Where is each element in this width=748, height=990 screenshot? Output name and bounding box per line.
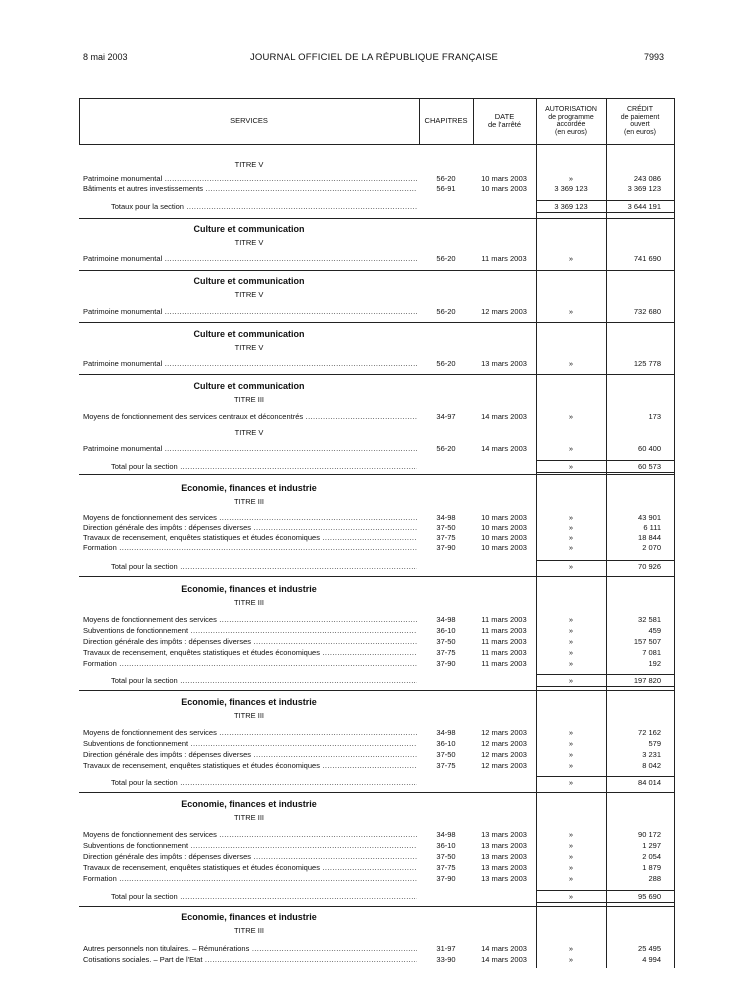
page-date: 8 mai 2003: [83, 52, 128, 62]
row-chapitre: 34-98: [436, 615, 456, 624]
table-row: [79, 727, 675, 738]
row-label: Patrimoine monumental .....: [83, 173, 417, 184]
titre-heading: TITRE V: [234, 290, 264, 299]
row-credit: 60 400: [638, 444, 661, 453]
row-credit: 8 042: [642, 761, 661, 770]
row-chapitre: 37-50: [436, 523, 456, 532]
table-row: [79, 183, 675, 194]
table-row: [79, 253, 675, 264]
table-row: [79, 873, 675, 884]
section-heading: Culture et communication: [193, 381, 305, 391]
row-label: Moyens de fonctionnement des services .....: [83, 829, 417, 840]
row-date: 13 mars 2003: [481, 852, 527, 861]
row-autorisation: »: [568, 462, 574, 471]
col-header-services: SERVICES: [230, 116, 268, 125]
row-date: 10 mars 2003: [481, 184, 527, 193]
row-label: Formation .....: [83, 542, 417, 553]
row-chapitre: 34-98: [436, 728, 456, 737]
total-row: [79, 891, 675, 902]
row-credit: 2 054: [642, 852, 661, 861]
table-row: [79, 647, 675, 658]
row-date: 12 mars 2003: [481, 750, 527, 759]
row-credit: 125 778: [633, 359, 661, 368]
total-row: [79, 561, 675, 572]
row-chapitre: 36-10: [436, 739, 456, 748]
row-autorisation: »: [568, 739, 574, 748]
row-credit: 157 507: [633, 637, 661, 646]
row-autorisation: »: [568, 615, 574, 624]
row-chapitre: 34-97: [436, 412, 456, 421]
row-chapitre: 34-98: [436, 513, 456, 522]
row-autorisation: »: [568, 778, 574, 787]
total-row: [79, 777, 675, 788]
table-row: [79, 829, 675, 840]
row-chapitre: 56-91: [436, 184, 456, 193]
table-row: [79, 862, 675, 873]
row-autorisation: 3 369 123: [554, 184, 588, 193]
section-heading: Economie, finances et industrie: [181, 912, 317, 922]
row-label: Subventions de fonctionnement .....: [83, 625, 417, 636]
row-date: 11 mars 2003: [481, 615, 527, 624]
row-autorisation: »: [568, 626, 574, 635]
row-credit: 243 086: [633, 174, 661, 183]
col-header-auth-l2: de programme: [548, 113, 594, 121]
row-autorisation: »: [568, 648, 574, 657]
row-autorisation: »: [568, 955, 574, 964]
table-row: [79, 749, 675, 760]
row-autorisation: »: [568, 444, 574, 453]
row-date: 11 mars 2003: [481, 659, 527, 668]
row-label: Total pour la section .....: [111, 561, 417, 572]
row-credit: 95 690: [638, 892, 661, 901]
row-autorisation: »: [568, 513, 574, 522]
row-chapitre: 56-20: [436, 174, 456, 183]
titre-heading: TITRE III: [234, 926, 264, 935]
titre-heading: TITRE V: [234, 160, 264, 169]
titre-heading: TITRE V: [234, 343, 264, 352]
row-credit: 173: [648, 412, 661, 421]
row-label: Moyens de fonctionnement des services centraux et déconcentrés .....: [83, 411, 417, 422]
total-row: [79, 461, 675, 472]
row-credit: 3 231: [642, 750, 661, 759]
row-label: Patrimoine monumental .....: [83, 358, 417, 369]
row-credit: 84 014: [638, 778, 661, 787]
row-chapitre: 37-50: [436, 637, 456, 646]
row-autorisation: »: [568, 254, 574, 263]
table-row: [79, 954, 675, 965]
row-date: 11 mars 2003: [481, 648, 527, 657]
col-header-auth-l1: AUTORISATION: [545, 106, 597, 113]
col-header-auth-l4: (en euros): [555, 128, 587, 136]
col-header-chapitres: CHAPITRES: [424, 116, 468, 125]
row-label: Moyens de fonctionnement des services .....: [83, 614, 417, 625]
col-header-date-l2: de l'arrêté: [487, 120, 522, 129]
row-date: 10 mars 2003: [481, 523, 527, 532]
row-chapitre: 37-50: [436, 852, 456, 861]
row-credit: 32 581: [638, 615, 661, 624]
row-label: Direction générale des impôts : dépenses diverses .....: [83, 749, 417, 760]
row-label: Subventions de fonctionnement .....: [83, 738, 417, 749]
row-chapitre: 37-90: [436, 659, 456, 668]
col-header-cred-l1: CRÉDIT: [626, 106, 654, 113]
row-autorisation: »: [568, 863, 574, 872]
table-row: [79, 443, 675, 454]
row-credit: 1 297: [642, 841, 661, 850]
row-label: Totaux pour la section .....: [111, 201, 417, 212]
row-credit: 18 844: [638, 533, 661, 542]
row-credit: 90 172: [638, 830, 661, 839]
row-date: 10 mars 2003: [481, 513, 527, 522]
row-credit: 2 070: [642, 543, 661, 552]
row-autorisation: »: [568, 359, 574, 368]
row-date: 13 mars 2003: [481, 830, 527, 839]
row-label: Autres personnels non titulaires. – Rémunérations .....: [83, 943, 417, 954]
table-row: [79, 306, 675, 317]
total-row: [79, 675, 675, 686]
table-row: [79, 358, 675, 369]
col-header-cred-l2: de paiement: [620, 113, 660, 121]
row-chapitre: 56-20: [436, 254, 456, 263]
row-chapitre: 37-75: [436, 761, 456, 770]
row-autorisation: »: [568, 676, 574, 685]
titre-heading: TITRE V: [234, 238, 264, 247]
row-date: 14 mars 2003: [481, 412, 527, 421]
row-credit: 43 901: [638, 513, 661, 522]
row-autorisation: »: [568, 728, 574, 737]
col-header-date-l1: DATE: [494, 112, 515, 121]
row-credit: 7 081: [642, 648, 661, 657]
table-body: [79, 98, 675, 968]
row-date: 13 mars 2003: [481, 874, 527, 883]
row-label: Subventions de fonctionnement .....: [83, 840, 417, 851]
row-autorisation: »: [568, 874, 574, 883]
journal-title: JOURNAL OFFICIEL DE LA RÉPUBLIQUE FRANÇAISE: [249, 52, 499, 63]
col-header-cred-l3: ouvert: [630, 121, 650, 129]
row-autorisation: »: [568, 412, 574, 421]
row-credit: 197 820: [633, 676, 661, 685]
row-label: Direction générale des impôts : dépenses diverses .....: [83, 522, 417, 533]
section-heading: Economie, finances et industrie: [181, 483, 317, 493]
row-label: Patrimoine monumental .....: [83, 253, 417, 264]
row-date: 13 mars 2003: [481, 863, 527, 872]
section-heading: Culture et communication: [193, 329, 305, 339]
row-label: Total pour la section .....: [111, 891, 417, 902]
row-chapitre: 37-75: [436, 533, 456, 542]
row-credit: 3 369 123: [627, 184, 661, 193]
row-autorisation: 3 369 123: [554, 202, 588, 211]
titre-heading: TITRE III: [234, 395, 264, 404]
section-heading: Culture et communication: [193, 224, 305, 234]
row-label: Travaux de recensement, enquêtes statistiques et études économiques .....: [83, 647, 417, 658]
row-label: Total pour la section .....: [111, 675, 417, 686]
row-autorisation: »: [568, 543, 574, 552]
row-autorisation: »: [568, 659, 574, 668]
row-chapitre: 36-10: [436, 626, 456, 635]
col-header-auth-l3: accordée: [556, 121, 586, 129]
row-label: Bâtiments et autres investissements .....: [83, 183, 417, 194]
row-autorisation: »: [568, 174, 574, 183]
row-credit: 288: [648, 874, 661, 883]
row-autorisation: »: [568, 944, 574, 953]
row-chapitre: 34-98: [436, 830, 456, 839]
row-autorisation: »: [568, 562, 574, 571]
titre-heading: TITRE III: [234, 497, 264, 506]
row-chapitre: 36-10: [436, 841, 456, 850]
row-date: 13 mars 2003: [481, 359, 527, 368]
row-chapitre: 37-75: [436, 648, 456, 657]
row-chapitre: 56-20: [436, 444, 456, 453]
row-credit: 6 111: [643, 523, 661, 532]
row-chapitre: 33-90: [436, 955, 456, 964]
row-credit: 579: [648, 739, 661, 748]
row-autorisation: »: [568, 830, 574, 839]
row-date: 14 mars 2003: [481, 955, 527, 964]
titre-heading: TITRE III: [234, 813, 264, 822]
table-row: [79, 625, 675, 636]
table-row: [79, 738, 675, 749]
row-date: 12 mars 2003: [481, 761, 527, 770]
page-number: 7993: [643, 52, 664, 62]
row-credit: 70 926: [638, 562, 661, 571]
row-label: Direction générale des impôts : dépenses diverses .....: [83, 851, 417, 862]
row-label: Formation .....: [83, 658, 417, 669]
table-row: [79, 542, 675, 553]
row-date: 11 mars 2003: [481, 626, 527, 635]
row-chapitre: 56-20: [436, 307, 456, 316]
row-label: Total pour la section .....: [111, 461, 417, 472]
row-chapitre: 37-75: [436, 863, 456, 872]
table-row: [79, 614, 675, 625]
table-row: [79, 636, 675, 647]
row-chapitre: 56-20: [436, 359, 456, 368]
col-header-cred-l4: (en euros): [624, 128, 656, 136]
titre-heading: TITRE III: [234, 598, 264, 607]
row-label: Direction générale des impôts : dépenses diverses .....: [83, 636, 417, 647]
row-credit: 732 680: [633, 307, 661, 316]
row-autorisation: »: [568, 841, 574, 850]
row-autorisation: »: [568, 307, 574, 316]
row-label: Travaux de recensement, enquêtes statistiques et études économiques .....: [83, 760, 417, 771]
row-label: Cotisations sociales. – Part de l'Etat .....: [83, 954, 417, 965]
row-label: Moyens de fonctionnement des services .....: [83, 727, 417, 738]
row-autorisation: »: [568, 761, 574, 770]
row-label: Patrimoine monumental .....: [83, 443, 417, 454]
row-credit: 60 573: [638, 462, 661, 471]
table-row: [79, 851, 675, 862]
section-heading: Culture et communication: [193, 276, 305, 286]
table-row: [79, 760, 675, 771]
row-date: 14 mars 2003: [481, 944, 527, 953]
total-row: [79, 201, 675, 212]
row-date: 10 mars 2003: [481, 533, 527, 542]
row-credit: 1 879: [642, 863, 661, 872]
row-autorisation: »: [568, 533, 574, 542]
row-autorisation: »: [568, 852, 574, 861]
row-date: 11 mars 2003: [481, 254, 527, 263]
row-credit: 192: [648, 659, 661, 668]
titre-heading: TITRE V: [234, 428, 264, 437]
table-row: [79, 658, 675, 669]
row-autorisation: »: [568, 750, 574, 759]
row-autorisation: »: [568, 523, 574, 532]
row-date: 12 mars 2003: [481, 739, 527, 748]
row-chapitre: 31-97: [436, 944, 456, 953]
row-credit: 72 162: [638, 728, 661, 737]
row-credit: 741 690: [633, 254, 661, 263]
row-credit: 4 994: [642, 955, 661, 964]
row-label: Total pour la section .....: [111, 777, 417, 788]
table-row: [79, 840, 675, 851]
row-autorisation: »: [568, 637, 574, 646]
row-autorisation: »: [568, 892, 574, 901]
row-date: 11 mars 2003: [481, 637, 527, 646]
row-label: Formation .....: [83, 873, 417, 884]
row-date: 10 mars 2003: [481, 174, 527, 183]
row-label: Moyens de fonctionnement des services .....: [83, 512, 417, 523]
section-heading: Economie, finances et industrie: [181, 584, 317, 594]
row-label: Travaux de recensement, enquêtes statistiques et études économiques .....: [83, 862, 417, 873]
row-chapitre: 37-50: [436, 750, 456, 759]
budget-table: [79, 98, 675, 968]
titre-heading: TITRE III: [234, 711, 264, 720]
table-row: [79, 411, 675, 422]
row-date: 14 mars 2003: [481, 444, 527, 453]
section-heading: Economie, finances et industrie: [181, 799, 317, 809]
row-credit: 459: [648, 626, 661, 635]
row-date: 12 mars 2003: [481, 728, 527, 737]
row-label: Travaux de recensement, enquêtes statistiques et études économiques .....: [83, 532, 417, 543]
row-chapitre: 37-90: [436, 543, 456, 552]
row-date: 12 mars 2003: [481, 307, 527, 316]
table-row: [79, 943, 675, 954]
row-date: 10 mars 2003: [481, 543, 527, 552]
row-date: 13 mars 2003: [481, 841, 527, 850]
row-chapitre: 37-90: [436, 874, 456, 883]
row-label: Patrimoine monumental .....: [83, 306, 417, 317]
section-heading: Economie, finances et industrie: [181, 697, 317, 707]
row-credit: 25 495: [638, 944, 661, 953]
row-credit: 3 644 191: [627, 202, 661, 211]
